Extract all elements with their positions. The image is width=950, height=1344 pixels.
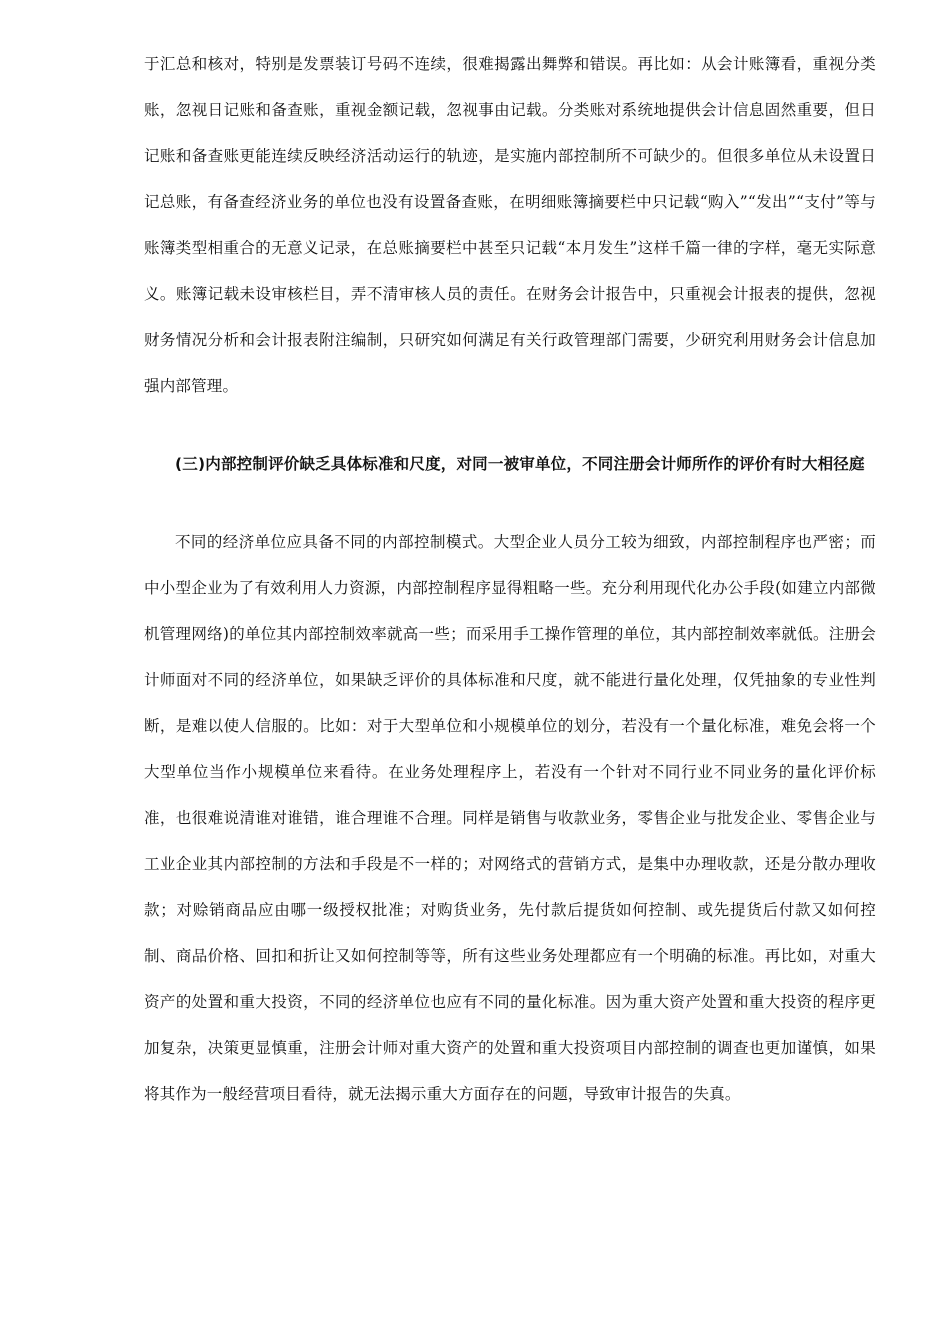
document-body [144,41,876,1117]
body-paragraph: 不同的经济单位应具备不同的内部控制模式。大型企业人员分工较为细致，内部控制程序也严密；而中小型企业为了有效利用人力资源，内部控制程序显得粗略一些。充分利用现代化办公手段(如建立内部微机管理网络)的单位其内部控制效率就高一些；而采用手工操作管理的单位，其内部控制效率就低。注册会计师面对不同的经济单位，如果缺乏评价的具体标准和尺度，就不能进行量化处理，仅凭抽象的专业性判断，是难以使人信服的。比如：对于大型单位和小规模单位的划分，若没有一个量化标准，难免会将一个大型单位当作小规模单位来看待。在业务处理程序上，若没有一个针对不同行业不同业务的量化评价标准，也很难说清谁对谁错，谁合理谁不合理。同样是销售与收款业务，零售企业与批发企业、零售企业与工业企业其内部控制的方法和手段是不一样的；对网络式的营销方式，是集中办理收款，还是分散办理收款；对赊销商品应由哪一级授权批准；对购货业务，先付款后提货如何控制、或先提货后付款又如何控制、商品价格、回扣和折让又如何控制等等，所有这些业务处理都应有一个明确的标准。再比如，对重大资产的处置和重大投资，不同的经济单位也应有不同的量化标准。因为重大资产处置和重大投资的程序更加复杂，决策更显慎重，注册会计师对重大资产的处置和重大投资项目内部控制的调查也更加谨慎，如果将其作为一般经营项目看待，就无法揭示重大方面存在的问题，导致审计报告的失真。 [144,533,876,1103]
section-heading: (三)内部控制评价缺乏具体标准和尺度，对同一被审单位，不同注册会计师所作的评价有时大相径庭 [175,455,865,473]
continued-paragraph: 于汇总和核对，特别是发票装订号码不连续，很难揭露出舞弊和错误。再比如：从会计账簿看，重视分类账，忽视日记账和备查账，重视金额记载，忽视事由记载。分类账对系统地提供会计信息固然重要，但日记账和备查账更能连续反映经济活动运行的轨迹，是实施内部控制所不可缺少的。但很多单位从未设置日记总账，有备查经济业务的单位也没有设置备查账，在明细账簿摘要栏中只记载“购入”“发出”“支付”等与账簿类型相重合的无意义记录，在总账摘要栏中甚至只记载“本月发生”这样千篇一律的字样，毫无实际意义。账簿记载未设审核栏目，弄不清审核人员的责任。在财务会计报告中，只重视会计报表的提供，忽视财务情况分析和会计报表附注编制，只研究如何满足有关行政管理部门需要，少研究利用财务会计信息加强内部管理。 [144,55,876,395]
